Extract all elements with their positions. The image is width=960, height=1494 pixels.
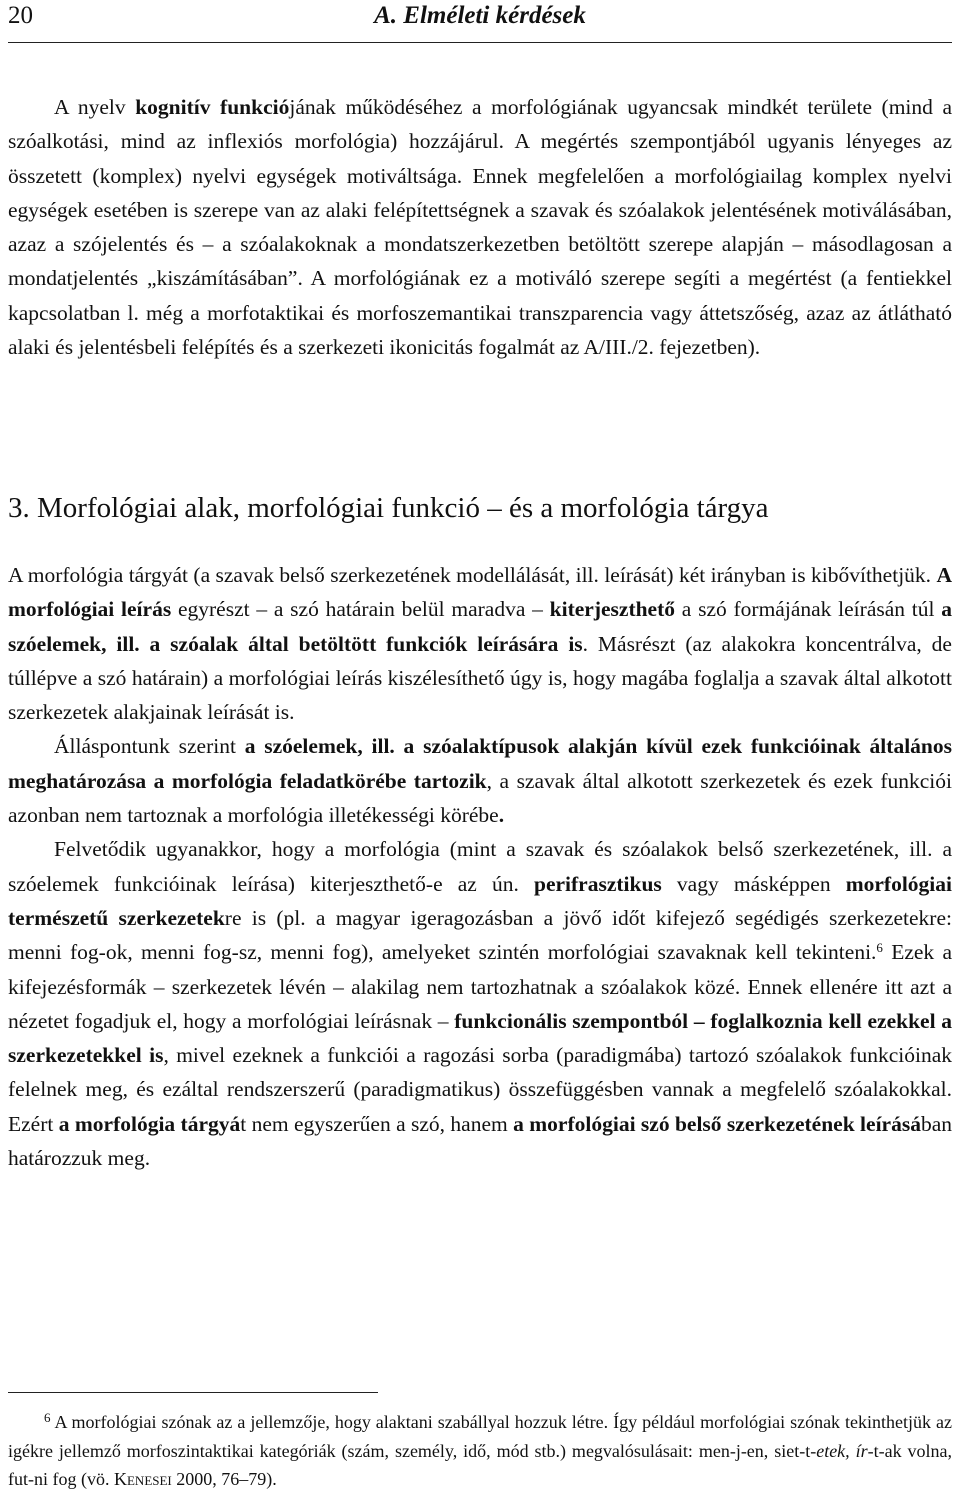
page-header bbox=[8, 0, 952, 40]
text-run: a szó formájának leírásán túl bbox=[675, 597, 942, 622]
bold-term: a szóelemek, ill. a szóalak által betöltött funkciók leírására is bbox=[8, 597, 952, 656]
text-run: Ezek a kifejezésformák ‒ szerkezetek lévén ‒ alakilag nem tartozhatnak a szóalakok közé. Ennek ellenére itt azt a nézetet fogadjuk el, hogy a morfológiai leírásnak ‒ bbox=[8, 940, 952, 1033]
text-run: vagy másképpen bbox=[661, 871, 846, 896]
intro-text bbox=[8, 90, 952, 364]
text-run: Álláspontunk szerint bbox=[54, 734, 245, 759]
bold-term: morfológiai természetű szerkezetek bbox=[8, 871, 952, 930]
text-run: Felvetődik ugyanakkor, hogy a morfológia (mint a szavak és szóalakok belső szerkezetének, ill. a szóelemek funkcióinak leírása) kiterjeszthető-e az ún. bbox=[8, 837, 952, 896]
text-run: re is (pl. a magyar igeragozásban a jövő időt kifejező segédigés szerkezetekre: menni fog-ok, menni fog-sz, menni fog), amelyeket szintén morfológiai szavaknak kell tekinteni. bbox=[8, 905, 952, 965]
footnote bbox=[8, 1404, 952, 1494]
text-run: ban határozzuk meg. bbox=[8, 1111, 952, 1171]
header-divider bbox=[8, 42, 952, 43]
running-title: A. Elméleti kérdések bbox=[374, 2, 586, 29]
footnote-divider bbox=[8, 1392, 378, 1393]
footnote-text bbox=[8, 1404, 952, 1494]
bold-term: funkcionális szempontból ‒ foglalkoznia kell ezekkel a szerkezetekkel is bbox=[8, 1008, 952, 1068]
bold-term: a morfológiai szó belső szerkezetének leírásá bbox=[513, 1111, 921, 1136]
bold-term: kognitív funkció bbox=[135, 95, 290, 119]
paragraph-2 bbox=[8, 558, 952, 729]
text-run: , a szavak által alkotott szerkezetek és ezek funkciói azonban nem tartoznak a morfológia illetékességi körébe bbox=[8, 768, 952, 828]
text-run: A nyelv bbox=[54, 95, 136, 119]
section-text bbox=[8, 558, 952, 1175]
text-run: , mivel ezeknek a funkciói a ragozási sorba (paradigmába) tartozó szóalakok funkcióinak felelnek meg, és ezáltal rendszerszerű (paradigmatikus) összefüggésben vannak a megfelelő szóalakokkal. Ezért bbox=[8, 1043, 952, 1136]
footnote-reference[interactable]: 6 bbox=[876, 940, 883, 956]
bold-term: perifrasztikus bbox=[533, 871, 662, 896]
bold-term: a szóelemek, ill. a szóalaktípusok alakján kívül ezek funkcióinak általános meghatározása a morfológia feladatkörébe tartozik bbox=[8, 734, 952, 793]
section-heading: 3. Morfológiai alak, morfológiai funkció ‒ és a morfológia tárgya bbox=[8, 492, 769, 524]
text-run: egyrészt ‒ a szó határain belül maradva ‒ bbox=[171, 597, 550, 622]
bold-term: A morfológiai leírás bbox=[8, 563, 952, 622]
text-run: jának működéséhez a morfológiának ugyancsak mindkét területe (mind a szóalkotási, mind az inflexiós morfológia) hozzájárul. A megértés szempontjából ugyanis lényeges az összetett (komplex) nyelvi egységek motiváltsága. Ennek megfelelően a morfológiailag komplex nyelvi egységek esetében is szerepe van az alaki felépítettségnek a szavak és szóalakok jelentésének motiválásában, azaz a szójelentés és ‒ a szóalakoknak a mondatszerkezetben betöltött szerepe alapján ‒ másodlagosan a mondatjelentés „kiszámításában”. A morfológiának ez a motiváló szerepe segíti a megértést (a fentiekkel kapcsolatban l. még a morfotaktikai és morfoszemantikai transzparencia vagy áttetszőség, azaz az átlátható alaki és jelentésbeli felépítés és a szerkezeti ikonicitás fogalmát az A/III./2. fejezetben). bbox=[8, 95, 952, 360]
footnote-marker: 6 bbox=[44, 1410, 51, 1425]
paragraph-4 bbox=[8, 832, 952, 1175]
paragraph-3 bbox=[8, 729, 952, 832]
italic-term: etek, ír bbox=[816, 1440, 868, 1461]
text-run: -t-ak volna, fut-ni fog (vö. bbox=[8, 1440, 952, 1489]
author-name: Kenesei bbox=[113, 1469, 172, 1489]
text-run: t nem egyszerűen a szó, hanem bbox=[240, 1111, 514, 1136]
page-number: 20 bbox=[8, 2, 33, 29]
text-run: A morfológia tárgyát (a szavak belső szerkezetének modellálását, ill. leírását) két irányban is kibővíthetjük. bbox=[8, 563, 937, 587]
bold-term: a morfológia tárgyá bbox=[58, 1111, 241, 1136]
paragraph-1 bbox=[8, 90, 952, 364]
bold-term: . bbox=[498, 803, 505, 828]
text-run: 2000, 76‒79). bbox=[171, 1469, 277, 1489]
text-run: . Másrészt (az alakokra koncentrálva, de túllépve a szó határain) a morfológiai leírás kiszélesíthető úgy is, hogy magába foglalja a szavak által alkotott szerkezetek alakjainak leírását is. bbox=[8, 631, 952, 725]
text-run: A morfológiai szónak az a jellemzője, hogy alaktani szabállyal hozzuk létre. Így például morfológiai szónak tekinthetjük az igékre jellemző morfoszintaktikai kategóriák (szám, személy, idő, mód stb.) megvalósulásait: men-j-en, siet-t- bbox=[8, 1412, 952, 1461]
bold-term: kiterjeszthető bbox=[549, 597, 676, 622]
